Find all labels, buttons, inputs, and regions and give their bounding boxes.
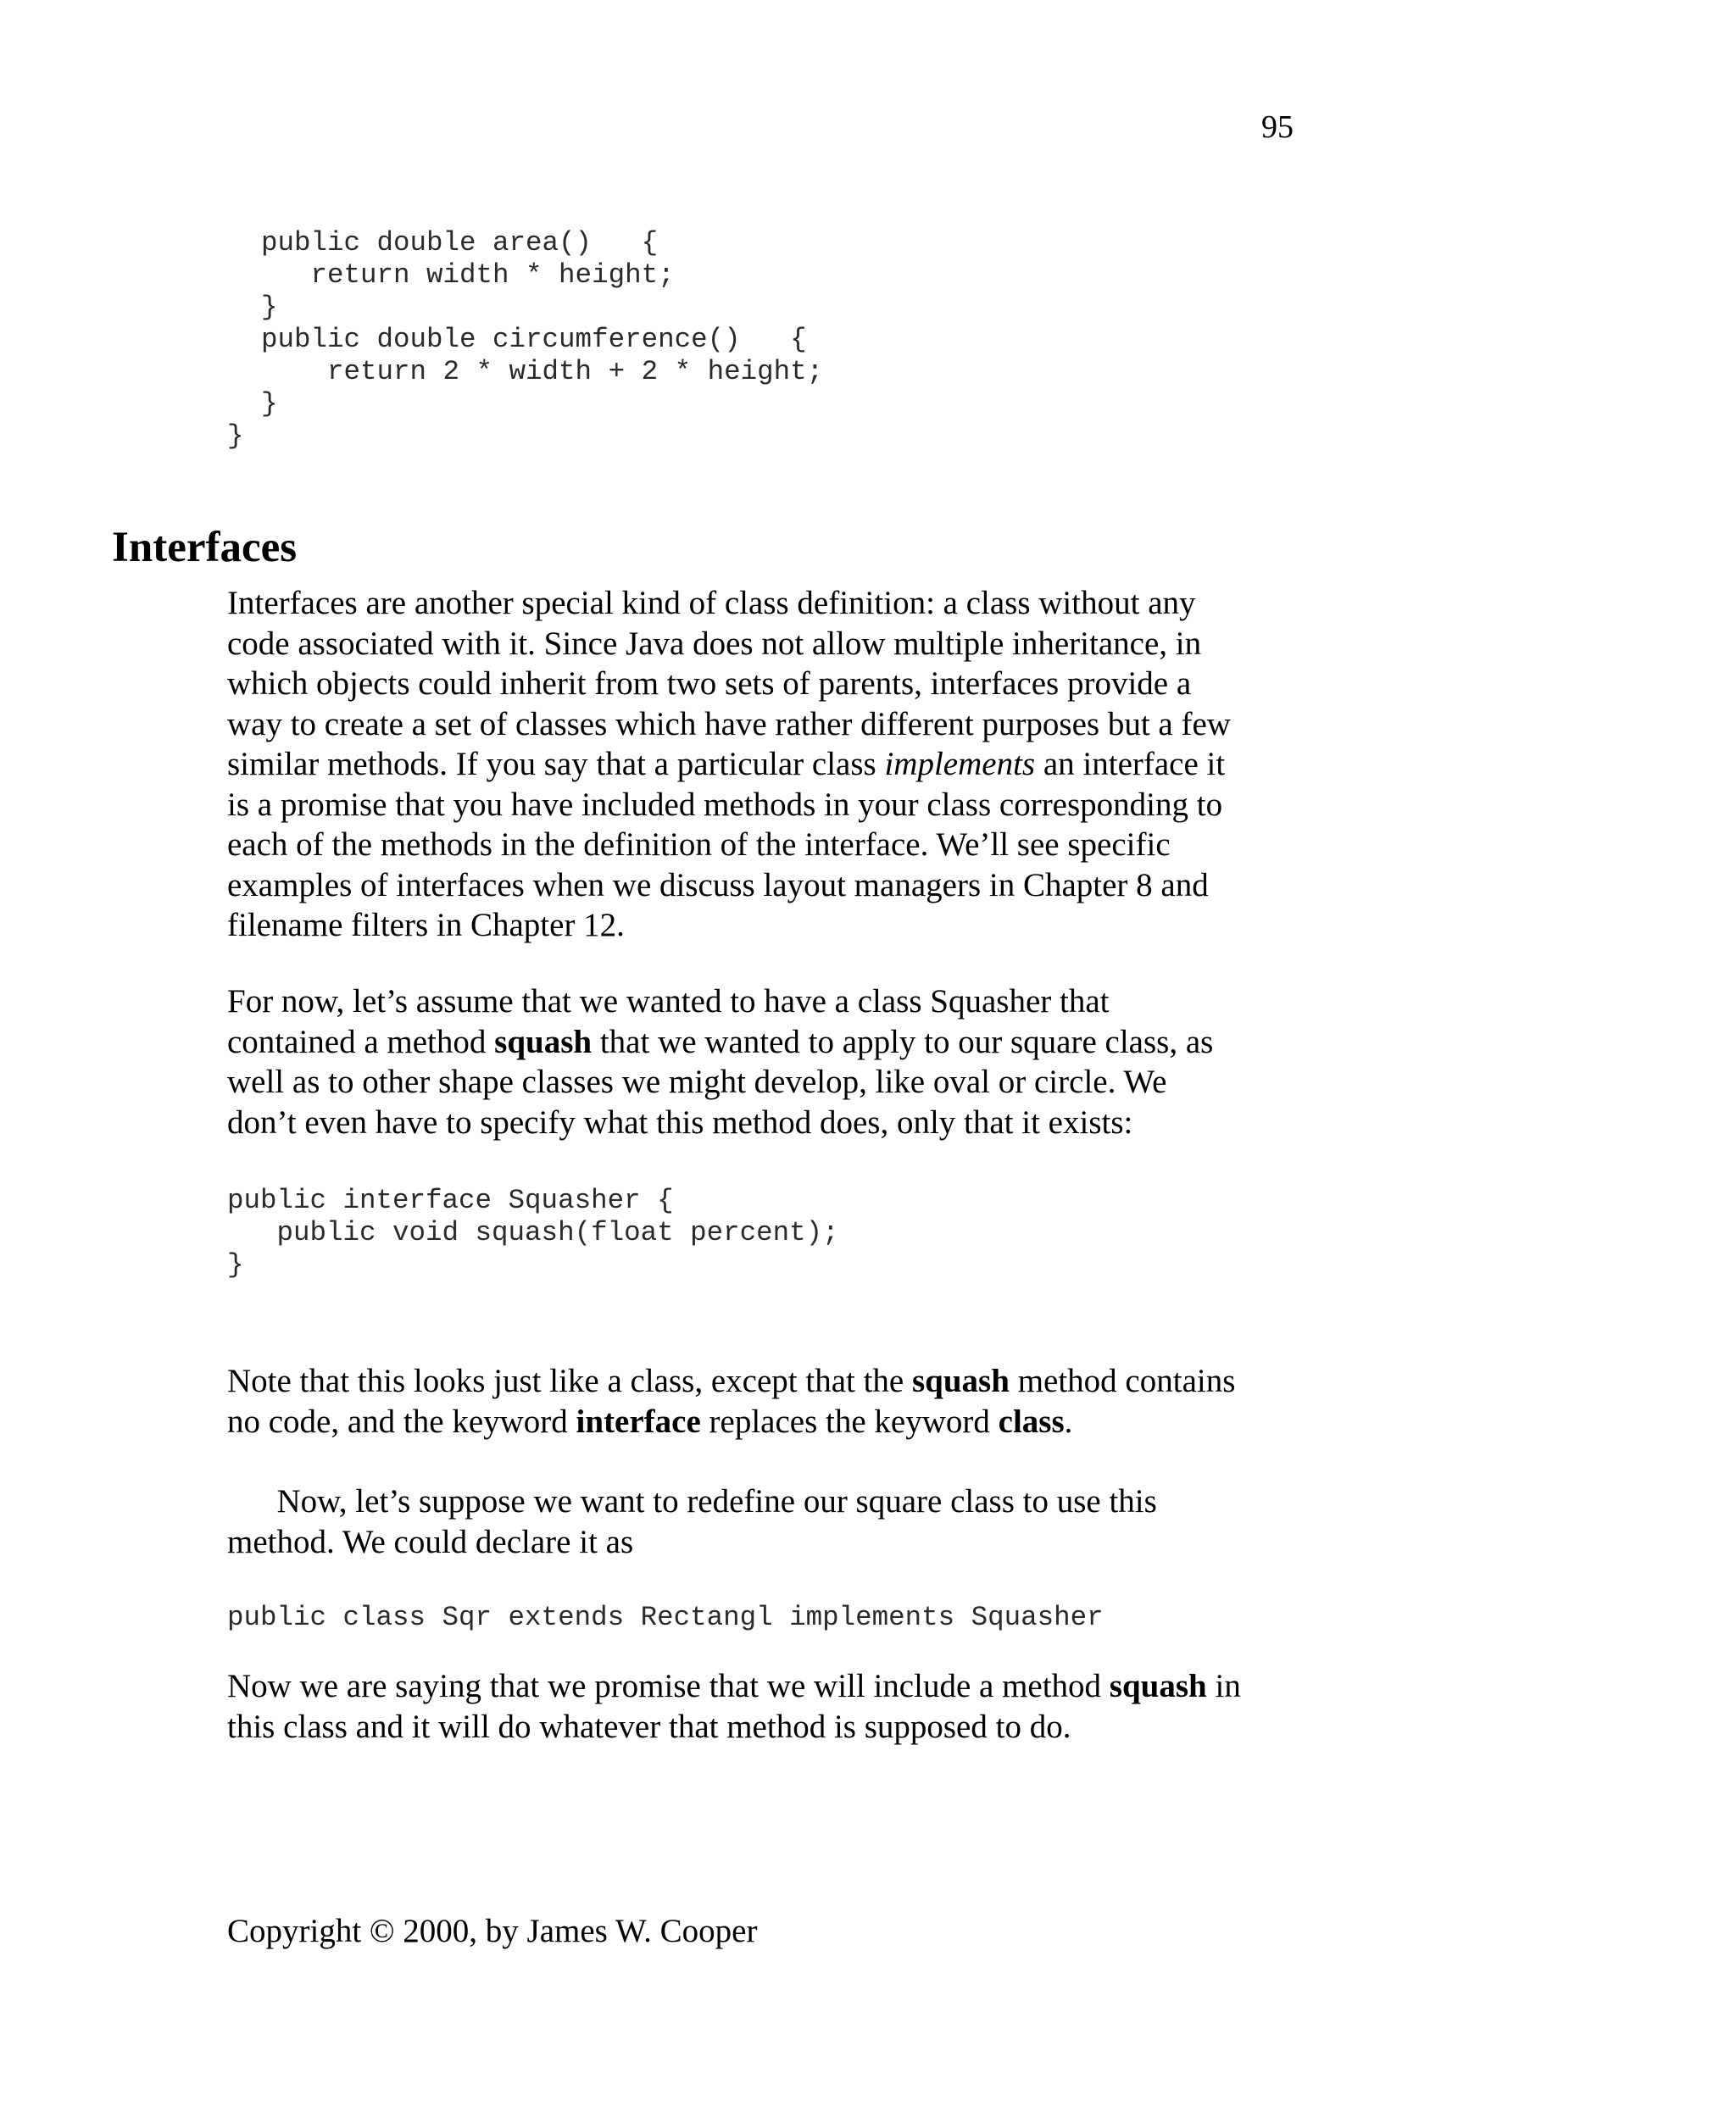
paragraph-redefine [227,1481,1329,1562]
code-line: } [261,388,278,420]
paragraph-promise [227,1666,1329,1747]
text-line: each of the methods in the definition of the interface. We’ll see specific [227,826,1171,863]
emphasis-implements: implements [884,746,1036,782]
text-line: is a promise that you have included methods in your class corresponding to [227,786,1223,823]
text-line: which objects could inherit from two sets of parents, interfaces provide a [227,665,1192,702]
keyword-squash: squash [1109,1668,1207,1704]
text-line: Interfaces are another special kind of class definition: a class without any [227,585,1196,621]
keyword-squash: squash [494,1023,593,1060]
code-line: public void squash(float percent); [227,1217,839,1248]
page-number: 95 [1261,109,1294,145]
paragraph-note [227,1361,1329,1442]
code-line: public double area() { [261,227,659,258]
code-line: } [227,1249,244,1281]
text-line: For now, let’s assume that we wanted to have a class Squasher that [227,983,1110,1020]
text-line: way to create a set of classes which have rather different purposes but a few [227,705,1231,742]
text-line: method. We could declare it as [227,1523,634,1560]
code-line-class-declaration: public class Sqr extends Rectangl implements Squasher [227,1602,1104,1633]
text-line: Now we are saying that we promise that we will include a method squash in [227,1668,1241,1704]
text-line: this class and it will do whatever that method is supposed to do. [227,1708,1071,1745]
section-heading: Interfaces [112,524,298,571]
text-line: examples of interfaces when we discuss layout managers in Chapter 8 and [227,866,1209,903]
code-line: public interface Squasher { [227,1185,674,1216]
text-line: Note that this looks just like a class, except that the squash method contains [227,1363,1236,1399]
text-line: Now, let’s suppose we want to redefine our square class to use this [227,1483,1157,1520]
code-line: return width * height; [261,259,675,291]
text-line: similar methods. If you say that a particular class implements an interface it [227,746,1226,782]
keyword-interface: interface [576,1403,701,1440]
text-line: code associated with it. Since Java does not allow multiple inheritance, in [227,625,1202,662]
code-line: return 2 * width + 2 * height; [261,356,824,387]
paragraph-squasher-intro [227,981,1329,1142]
keyword-class: class [998,1403,1065,1440]
text-line: filename filters in Chapter 12. [227,907,625,943]
keyword-squash: squash [912,1363,1010,1399]
text-line: don’t even have to specify what this method does, only that it exists: [227,1103,1133,1141]
code-line: } [227,420,244,452]
paragraph-interfaces-intro [227,583,1329,946]
text-line: well as to other shape classes we might develop, like oval or circle. We [227,1064,1167,1100]
text-line: contained a method squash that we wanted to apply to our square class, as [227,1023,1214,1060]
copyright-footer: Copyright © 2000, by James W. Cooper [227,1913,758,1949]
code-line: public double circumference() { [261,324,807,355]
code-line: } [261,292,278,323]
text-line: no code, and the keyword interface replaces the keyword class. [227,1403,1073,1440]
